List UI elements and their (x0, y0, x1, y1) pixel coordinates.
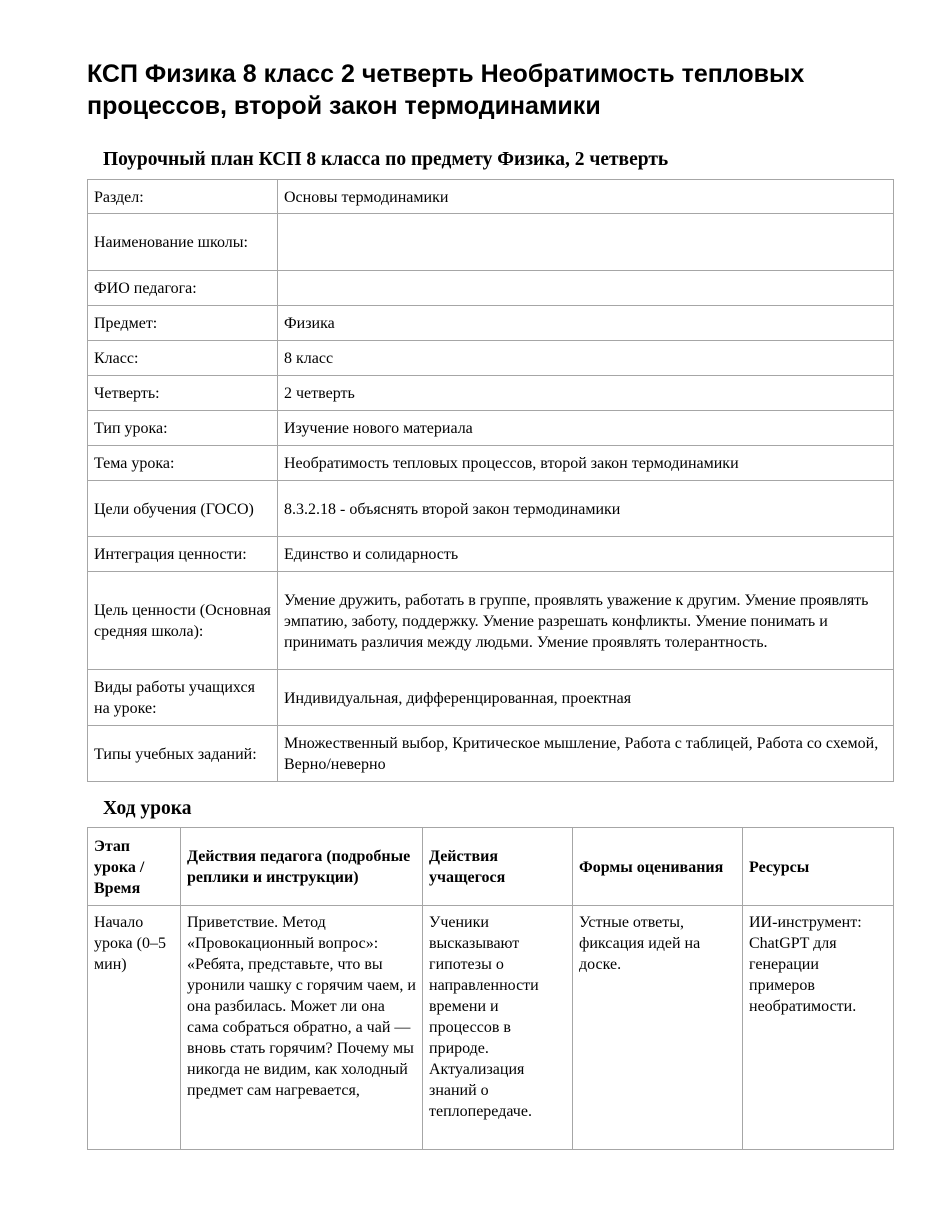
info-label: ФИО педагога: (88, 271, 278, 306)
info-label: Предмет: (88, 306, 278, 341)
info-row-section (88, 180, 894, 214)
info-label: Наименование школы: (88, 214, 278, 271)
course-heading: Ход урока (103, 798, 192, 819)
info-value: Единство и солидарность (278, 537, 894, 572)
course-header-row (88, 828, 894, 906)
lesson-info-table (87, 179, 894, 782)
info-label: Класс: (88, 341, 278, 376)
cell-assessment: Устные ответы, фиксация идей на доске. (573, 906, 743, 1150)
column-header-teacher-actions: Действия педагога (подробные реплики и инструкции) (181, 828, 423, 906)
info-value: Множественный выбор, Критическое мышление, Работа с таблицей, Работа со схемой, Верно/неверно (278, 726, 894, 782)
info-value: 2 четверть (278, 376, 894, 411)
cell-student-actions: Ученики высказывают гипотезы о направленности времени и процессов в природе. Актуализация знаний о теплопередаче. (423, 906, 573, 1150)
info-label: Тип урока: (88, 411, 278, 446)
info-value: 8.3.2.18 - объяснять второй закон термодинамики (278, 481, 894, 537)
info-label: Четверть: (88, 376, 278, 411)
column-header-student-actions: Действия учащегося (423, 828, 573, 906)
info-value: Физика (278, 306, 894, 341)
info-row-subject (88, 306, 894, 341)
info-label: Типы учебных заданий: (88, 726, 278, 782)
info-row-work-types (88, 670, 894, 726)
info-row-teacher (88, 271, 894, 306)
cell-resources: ИИ-инструмент: ChatGPT для генерации примеров необратимости. (743, 906, 894, 1150)
info-row-task-types (88, 726, 894, 782)
info-value: Индивидуальная, дифференцированная, проектная (278, 670, 894, 726)
info-row-school (88, 214, 894, 271)
document-title: КСП Физика 8 класс 2 четверть Необратимость тепловых процессов, второй закон термодинамики (87, 60, 805, 120)
lesson-course-table (87, 827, 894, 1150)
info-value: 8 класс (278, 341, 894, 376)
cell-stage: Начало урока (0–5 мин) (88, 906, 181, 1150)
info-row-value-integration (88, 537, 894, 572)
info-value (278, 271, 894, 306)
info-label: Цели обучения (ГОСО) (88, 481, 278, 537)
info-row-quarter (88, 376, 894, 411)
info-row-lesson-type (88, 411, 894, 446)
info-label: Виды работы учащихся на уроке: (88, 670, 278, 726)
info-label: Тема урока: (88, 446, 278, 481)
info-label: Раздел: (88, 180, 278, 214)
column-header-assessment: Формы оценивания (573, 828, 743, 906)
info-label: Цель ценности (Основная средняя школа): (88, 572, 278, 670)
info-row-goals (88, 481, 894, 537)
info-value: Необратимость тепловых процессов, второй закон термодинамики (278, 446, 894, 481)
info-value: Изучение нового материала (278, 411, 894, 446)
plan-heading: Поурочный план КСП 8 класса по предмету Физика, 2 четверть (103, 149, 669, 170)
column-header-resources: Ресурсы (743, 828, 894, 906)
info-row-topic (88, 446, 894, 481)
info-label: Интеграция ценности: (88, 537, 278, 572)
cell-teacher-actions: Приветствие. Метод «Провокационный вопрос»: «Ребята, представьте, что вы уронили чашку с горячим чаем, и она разбилась. Может ли она сама собраться обратно, а чай — вновь стать горячим? Почему мы никогда не видим, как холодный предмет сам нагревается, (181, 906, 423, 1150)
course-row (88, 906, 894, 1150)
info-row-value-goal (88, 572, 894, 670)
info-value: Основы термодинамики (278, 180, 894, 214)
column-header-stage: Этап урока / Время (88, 828, 181, 906)
info-value (278, 214, 894, 271)
info-row-grade (88, 341, 894, 376)
info-value: Умение дружить, работать в группе, проявлять уважение к другим. Умение проявлять эмпатию, заботу, поддержку. Умение разрешать конфликты. Умение понимать и принимать различия между людьми. Умение проявлять толерантность. (278, 572, 894, 670)
